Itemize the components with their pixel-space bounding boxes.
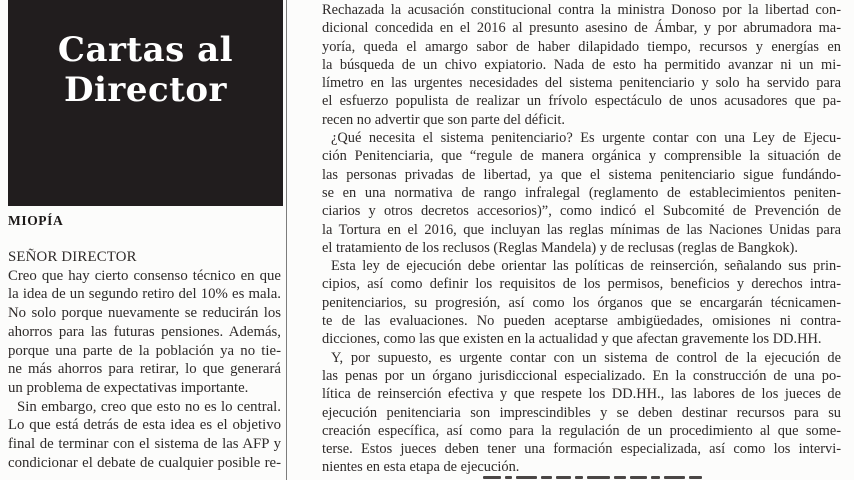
letter-salutation: SEÑOR DIRECTOR: [8, 249, 137, 265]
masthead-title: [8, 30, 283, 110]
letter-column: [8, 248, 281, 472]
text-line: se en una normativa de rango infralegal (reglamento de establecimientos peniten-: [322, 184, 841, 201]
text-line: Lo que está detrás de esta idea es el objetivo: [8, 417, 281, 434]
article-column: [322, 1, 841, 477]
text-line: un problema de expectativas importante.: [8, 379, 249, 396]
text-line: recen no advertir que son parte del déficit.: [322, 111, 565, 128]
text-line: cipios, así como definir los requisitos de los permisos, beneficios y derechos intra-: [322, 276, 841, 293]
text-line: las penas por un órgano jurisdiccional especializado. En la construcción de una po-: [322, 367, 841, 384]
text-line: la búsqueda de un chivo expiatorio. Nada de esto ha permitido avanzar ni un mi-: [322, 56, 841, 73]
text-line: Esta ley de ejecución debe orientar las políticas de reinserción, señalando sus prin-: [331, 258, 841, 275]
text-line: Sin embargo, creo que esto no es lo central.: [17, 398, 281, 415]
masthead-title-line2: Director: [64, 70, 227, 110]
text-line: dicional concedida en el 2016 al presunto asesino de Ámbar, y por abrumadora ma-: [322, 20, 841, 37]
text-line: lítica de reinserción efectiva y que respete los DD.HH., las labores de los jueces de: [322, 386, 841, 403]
text-line: la idea de un segundo retiro del 10% es mala.: [8, 286, 281, 303]
text-line: ciarios y otros decretos accesorios)”, como indicó el Subcomité de Prevención de: [322, 203, 841, 220]
letter-kicker: MIOPÍA: [8, 213, 64, 228]
text-line: la Tortura en el 2016, que incluyan las reglas mínimas de las Naciones Unidas para: [322, 221, 841, 238]
text-line: penitenciarios, su progresión, así como los órganos que se encargarán técnicamen-: [322, 294, 841, 311]
text-line: las personas privadas de libertad, ya que el sistema penitenciario sigue fundándo-: [322, 166, 841, 183]
text-line: nientes en esta etapa de ejecución.: [322, 459, 520, 476]
text-line: yoría, queda el amargo sabor de haber dilapidado tiempo, recursos y energías en: [322, 38, 841, 55]
letter-body: [8, 267, 281, 473]
text-line: límetro en las urgentes necesidades del sistema penitenciario y solo ha servido para: [322, 75, 841, 92]
text-line: Creo que hay cierto consenso técnico en que: [8, 267, 281, 284]
cutoff-signature-top: [483, 476, 707, 480]
text-line: Y, por supuesto, es urgente contar con un sistema de control de la ejecución de: [331, 349, 841, 366]
text-line: condicionar el debate de cualquier posible re-: [8, 454, 281, 471]
text-line: porque una parte de la población ya no tie-: [8, 342, 281, 359]
text-line: ne más ahorros para retirar, lo que generará: [8, 361, 281, 378]
text-line: terse. Estos jueces deben tener una formación especializada, así como los intervi-: [322, 441, 841, 458]
masthead-title-line1: Cartas al: [57, 30, 234, 70]
text-line: ahorros para las futuras pensiones. Además,: [8, 323, 281, 340]
text-line: No solo porque nuevamente se reducirán los: [8, 305, 281, 322]
masthead-box: [8, 0, 283, 206]
text-line: ción Penitenciaria, que “regule de manera orgánica y comprensible la situación de: [322, 148, 841, 165]
text-line: el tratamiento de los reclusos (Reglas Mandela) y de reclusas (reglas de Bangkok).: [322, 239, 798, 256]
column-divider: [286, 0, 287, 480]
text-line: el esfuerzo populista de realizar un frívolo espectáculo de unos acusadores que pa-: [322, 93, 841, 110]
text-line: Rechazada la acusación constitucional contra la ministra Donoso por la libertad con-: [322, 2, 841, 18]
text-line: dicciones, como las que existen en la actualidad y que afectan gravemente los DD.HH.: [322, 331, 822, 348]
text-line: creación específica, así como para la regulación de un procedimiento al que some-: [322, 422, 841, 439]
text-line: ¿Qué necesita el sistema penitenciario? Es urgente contar con una Ley de Ejecu-: [331, 130, 841, 147]
text-line: final de terminar con el sistema de las AFP y: [8, 436, 281, 453]
text-line: ejecución penitenciaria son imprescindibles y se deben destinar recursos para su: [322, 404, 841, 421]
text-line: te de las evaluaciones. No pueden aceptarse ambigüedades, omisiones ni contra-: [322, 313, 841, 330]
